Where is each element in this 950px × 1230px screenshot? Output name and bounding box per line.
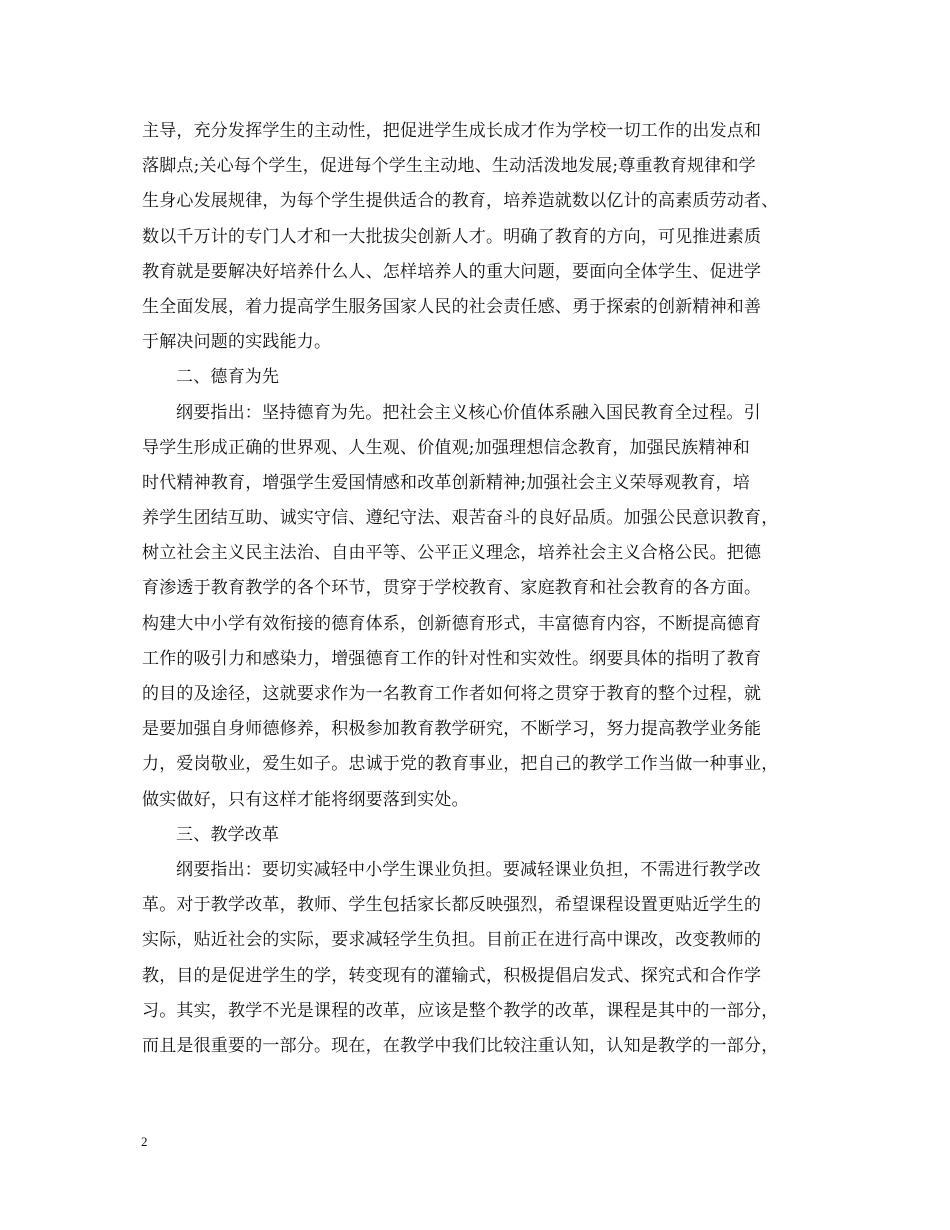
text-line: 教，目的是促进学生的学，转变现有的灌输式，积极提倡启发式、探究式和合作学	[142, 965, 762, 986]
text-line: 导学生形成正确的世界观、人生观、价值观;加强理想信念教育，加强民族精神和	[142, 437, 750, 458]
text-line: 是要加强自身师德修养，积极参加教育教学研究，不断学习，努力提高教学业务能	[142, 719, 762, 740]
text-line: 落脚点;关心每个学生，促进每个学生主动地、生动活泼地发展;尊重教育规律和学	[142, 156, 756, 177]
text-line: 树立社会主义民主法治、自由平等、公平正义理念，培养社会主义合格公民。把德	[142, 543, 762, 564]
section-heading: 三、教学改革	[176, 824, 280, 845]
text-line: 而且是很重要的一部分。现在，在教学中我们比较注重认知，认知是教学的一部分，	[142, 1035, 779, 1056]
text-line: 的目的及途径，这就要求作为一名教育工作者如何将之贯穿于教育的整个过程，就	[142, 684, 762, 704]
text-line: 构建大中小学有效衔接的德育体系，创新德育形式，丰富德育内容，不断提高德育	[142, 613, 762, 634]
text-line: 实际，贴近社会的实际，要求减轻学生负担。目前正在进行高中课改，改变教师的	[142, 930, 762, 951]
text-line: 习。其实，教学不光是课程的改革，应该是整个教学的改革，课程是其中的一部分，	[142, 1000, 779, 1021]
text-line: 于解决问题的实践能力。	[142, 332, 332, 353]
text-line: 教育就是要解决好培养什么人、怎样培养人的重大问题，要面向全体学生、促进学	[142, 261, 762, 282]
body-text	[142, 114, 822, 1064]
section-heading: 二、德育为先	[176, 367, 280, 388]
text-line: 养学生团结互助、诚实守信、遵纪守法、艰苦奋斗的良好品质。加强公民意识教育，	[142, 508, 779, 529]
text-line: 生全面发展，着力提高学生服务国家人民的社会责任感、勇于探索的创新精神和善	[142, 296, 762, 317]
text-line: 力，爱岗敬业，爱生如子。忠诚于党的教育事业，把自己的教学工作当做一种事业，	[142, 754, 779, 775]
text-line: 时代精神教育，增强学生爱国情感和改革创新精神;加强社会主义荣辱观教育，培	[142, 472, 750, 493]
text-line: 育渗透于教育教学的各个环节，贯穿于学校教育、家庭教育和社会教育的各方面。	[142, 578, 762, 599]
text-line: 革。对于教学改革，教师、学生包括家长都反映强烈，希望课程设置更贴近学生的	[142, 895, 762, 916]
page-number: 2	[141, 1134, 148, 1149]
text-line: 纲要指出：坚持德育为先。把社会主义核心价值体系融入国民教育全过程。引	[176, 402, 761, 423]
text-line: 数以千万计的专门人才和一大批拔尖创新人才。明确了教育的方向，可见推进素质	[142, 226, 762, 247]
text-line: 做实做好，只有这样才能将纲要落到实处。	[142, 789, 469, 810]
text-line: 纲要指出：要切实减轻中小学生课业负担。要减轻课业负担，不需进行教学改	[176, 859, 761, 880]
text-line: 工作的吸引力和感染力，增强德育工作的针对性和实效性。纲要具体的指明了教育	[142, 648, 762, 669]
text-line: 主导，充分发挥学生的主动性，把促进学生成长成才作为学校一切工作的出发点和	[142, 121, 762, 141]
text-line: 生身心发展规律，为每个学生提供适合的教育，培养造就数以亿计的高素质劳动者、	[142, 191, 779, 212]
